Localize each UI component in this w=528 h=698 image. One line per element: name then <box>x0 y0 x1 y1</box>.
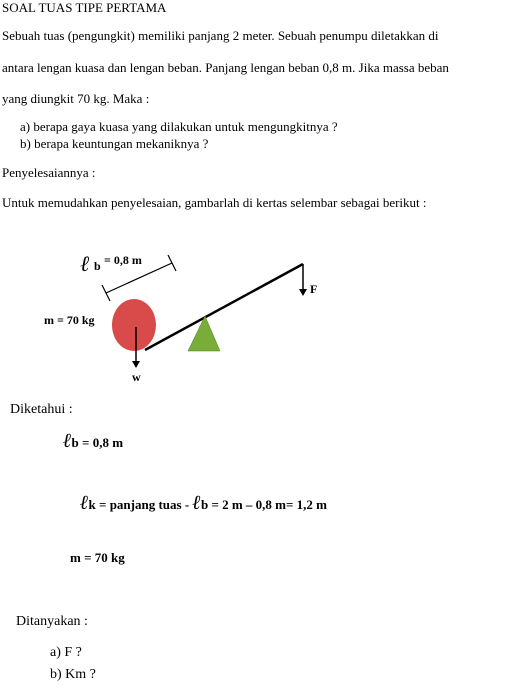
lb-subscript-2: b <box>200 497 209 512</box>
known-lk <box>80 490 327 514</box>
ell-symbol: ℓ <box>63 428 72 452</box>
force-label: F <box>310 282 318 296</box>
known-lb <box>63 428 124 452</box>
lk-subscript: k <box>88 497 96 512</box>
question-a: a) berapa gaya kuasa yang dilakukan untuk mengungkitnya ? <box>20 119 338 134</box>
lk-value: = 2 m – 0,8 m= 1,2 m <box>208 497 327 512</box>
fulcrum-triangle <box>188 316 220 351</box>
solution-heading: Penyelesaiannya : <box>2 165 96 180</box>
lk-definition: = panjang tuas - <box>95 497 190 512</box>
ell-symbol: ℓ <box>80 490 89 514</box>
ditanyakan-heading: Ditanyakan : <box>16 614 88 629</box>
problem-line-2: antara lengan kuasa dan lengan beban. Panjang lengan beban 0,8 m. Jika massa beban <box>2 60 449 75</box>
lb-dimension-tick-left <box>102 285 110 301</box>
asked-b: b) Km ? <box>50 667 96 682</box>
load-mass <box>112 299 156 351</box>
question-b: b) berapa keuntungan mekaniknya ? <box>20 136 209 151</box>
asked-a: a) F ? <box>50 645 82 660</box>
lb-value-diagram: = 0,8 m <box>104 253 142 267</box>
lever-bar <box>145 264 303 350</box>
diketahui-heading: Diketahui : <box>10 402 73 417</box>
weight-arrowhead <box>132 361 140 368</box>
instruction-text: Untuk memudahkan penyelesaian, gambarlah di kertas selembar sebagai berikut : <box>2 195 427 210</box>
problem-line-3: yang diungkit 70 kg. Maka : <box>2 91 150 106</box>
ell-symbol-diagram: ℓ <box>80 252 90 277</box>
lb-subscript: b <box>71 435 79 450</box>
force-arrowhead <box>299 289 307 296</box>
lb-dimension-line <box>106 263 172 293</box>
lb-value: = 0,8 m <box>82 435 124 450</box>
ell-symbol: ℓ <box>192 490 201 514</box>
page-title: SOAL TUAS TIPE PERTAMA <box>2 0 167 15</box>
mass-label: m = 70 kg <box>44 313 95 327</box>
known-mass: m = 70 kg <box>70 550 125 565</box>
lb-sub-diagram: b <box>94 259 101 273</box>
lb-dimension-tick-right <box>168 255 176 271</box>
problem-line-1: Sebuah tuas (pengungkit) memiliki panjang 2 meter. Sebuah penumpu diletakkan di <box>2 28 439 43</box>
weight-label: w <box>132 370 141 384</box>
lever-diagram <box>0 235 528 390</box>
